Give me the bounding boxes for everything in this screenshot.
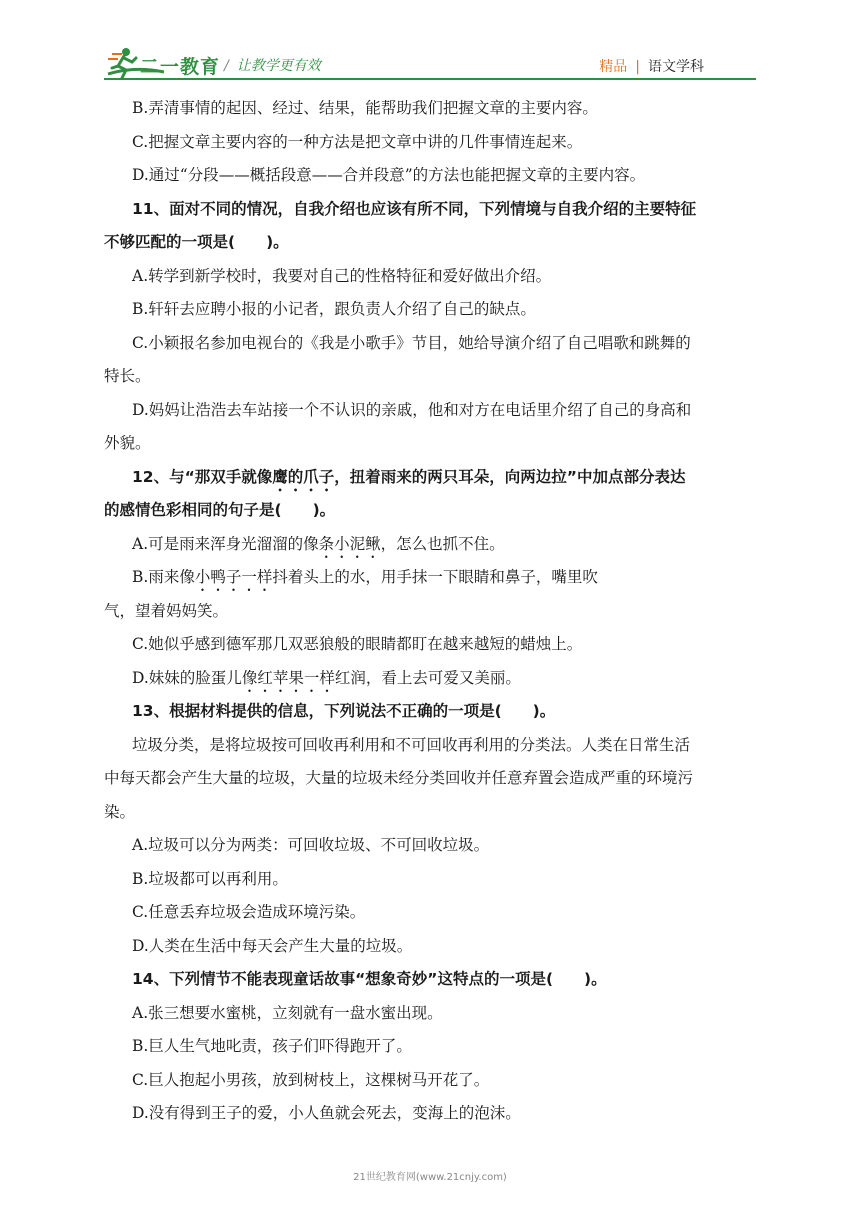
q12-stem-dotted: 鹰的爪子: [272, 467, 335, 486]
q14-option-d: D.没有得到王子的爱，小人鱼就会死去，变海上的泡沫。: [132, 1104, 521, 1122]
q13-option-d: D.人类在生活中每天会产生大量的垃圾。: [132, 936, 413, 955]
q12-stem-pre: 12、与“那双手就像: [132, 467, 273, 486]
q12-a-post: ，怎么也抓不住。: [380, 534, 505, 553]
slogan: / 让教学更有效: [224, 58, 321, 74]
subject-label: 语文学科: [648, 59, 704, 75]
logo-text: 二一教育: [140, 56, 221, 78]
q13-stem: 13、根据材料提供的信息，下列说法不正确的一项是( )。: [132, 702, 556, 720]
worksheet-content: [104, 92, 764, 1131]
q12-a-dotted: 条小泥鳅: [318, 534, 381, 553]
q12-d-dotted: 像红苹果一样: [241, 668, 335, 687]
q13-option-c: C.任意丢弃垃圾会造成环境污染。: [132, 903, 366, 921]
q12-option-d: [104, 662, 764, 696]
q12-b-post: 抖着头上的水，用手抹一下眼睛和鼻子，嘴里吹: [272, 568, 598, 586]
q12-b-pre: B.雨来像: [132, 568, 195, 586]
q12-b-dotted: 小鸭子一样: [194, 568, 273, 586]
q11-option-d-line1: D.妈妈让浩浩去车站接一个不认识的亲戚，他和对方在电话里介绍了自己的身高和: [132, 400, 692, 419]
q12-d-pre: D.妹妹的脸蛋儿: [132, 668, 242, 687]
q13-option-b: B.垃圾都可以再利用。: [132, 869, 288, 888]
q14-stem: 14、下列情节不能表现童话故事“想象奇妙”这特点的一项是( )。: [132, 970, 607, 988]
q11-stem-line1: 11、面对不同的情况，自我介绍也应该有所不同，下列情境与自我介绍的主要特征: [132, 199, 697, 218]
q11-option-b: B.轩轩去应聘小报的小记者，跟负责人介绍了自己的缺点。: [132, 300, 536, 318]
q11-stem-line2: 不够匹配的一项是( )。: [104, 233, 289, 251]
quality-label: 精品: [599, 59, 628, 75]
q13-passage-line2: 中每天都会产生大量的垃圾，大量的垃圾未经分类回收并任意弃置会造成严重的环境污: [104, 769, 694, 787]
q13-passage-line3: 染。: [104, 802, 136, 821]
q14-option-c: C.巨人抱起小男孩，放到树枝上，这棵树马开花了。: [132, 1070, 490, 1089]
separator: |: [635, 59, 640, 75]
q12-stem-line1: [104, 461, 764, 495]
q11-option-c-line2: 特长。: [104, 367, 151, 385]
q14-option-a: A.张三想要水蜜桃，立刻就有一盘水蜜出现。: [132, 1003, 443, 1022]
q14-option-b: B.巨人生气地叱责，孩子们吓得跑开了。: [132, 1037, 412, 1055]
q11-option-c-line1: C.小颖报名参加电视台的《我是小歌手》节目，她给导演介绍了自己唱歌和跳舞的: [132, 333, 691, 352]
q12-stem-post: ，扭着雨来的两只耳朵，向两边拉”中加点部分表达: [334, 467, 686, 486]
q12-d-post: 红润，看上去可爱又美丽。: [334, 668, 521, 687]
q10-option-b: B.弄清事情的起因、经过、结果，能帮助我们把握文章的主要内容。: [132, 99, 598, 117]
q12-option-c: C.她似乎感到德军那几双恶狼般的眼睛都盯在越来越短的蜡烛上。: [132, 635, 583, 653]
q12-option-a: [104, 528, 764, 562]
q12-option-b-line2: 气，望着妈妈笑。: [104, 601, 229, 620]
q13-passage-line1: 垃圾分类，是将垃圾按可回收再利用和不可回收再利用的分类法。人类在日常生活: [132, 735, 691, 754]
q10-option-c: C.把握文章主要内容的一种方法是把文章中讲的几件事情连起来。: [132, 132, 583, 151]
header-labels: [599, 56, 704, 76]
q12-a-pre: A.可是雨来浑身光溜溜的像: [132, 534, 319, 553]
q11-option-d-line2: 外貌。: [104, 434, 151, 452]
page-footer: 21世纪教育网(www.21cnjy.com): [353, 1172, 507, 1183]
q12-option-b: [104, 561, 764, 595]
q13-option-a: A.垃圾可以分为两类：可回收垃圾、不可回收垃圾。: [132, 836, 490, 854]
q11-option-a: A.转学到新学校时，我要对自己的性格特征和爱好做出介绍。: [132, 266, 552, 285]
q12-stem-line2: 的感情色彩相同的句子是( )。: [104, 501, 336, 519]
header-divider: [104, 78, 756, 80]
page-header: [0, 0, 860, 86]
q10-option-d: D.通过“分段——概括段意——合并段意”的方法也能把握文章的主要内容。: [132, 166, 646, 184]
slogan-text: 让教学更有效: [236, 58, 321, 74]
